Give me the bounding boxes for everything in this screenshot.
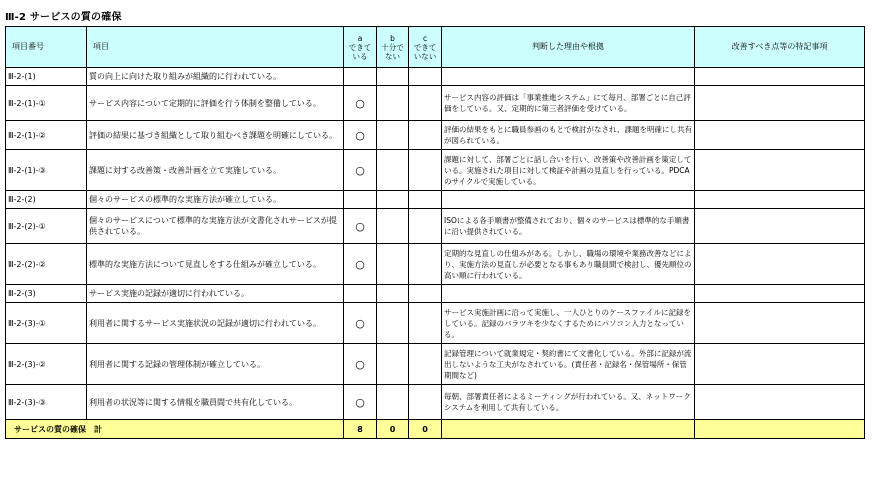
table-row: [6, 244, 865, 285]
item-code: Ⅲ-2-(1)-②: [6, 121, 87, 150]
item-text: サービス内容について定期的に評価を行う体制を整備している。: [87, 86, 344, 121]
table-row: [6, 86, 865, 121]
item-text: 評価の結果に基づき組織として取り組むべき課題を明確にしている。: [87, 121, 344, 150]
mark-b: [377, 68, 409, 86]
mark-a: ○: [344, 303, 377, 344]
total-b: 0: [377, 420, 409, 439]
mark-b: [377, 285, 409, 303]
mark-c: [409, 191, 442, 209]
mark-c: [409, 385, 442, 420]
notes-cell: [695, 68, 865, 86]
mark-b: [377, 150, 409, 191]
total-c: 0: [409, 420, 442, 439]
item-code: Ⅲ-2-(3): [6, 285, 87, 303]
notes-cell: [695, 121, 865, 150]
item-code: Ⅲ-2-(1)-③: [6, 150, 87, 191]
item-text: 質の向上に向けた取り組みが組織的に行われている。: [87, 68, 344, 86]
item-code: Ⅲ-2-(3)-①: [6, 303, 87, 344]
item-text: 利用者の状況等に関する情報を職員間で共有化している。: [87, 385, 344, 420]
header-notes: 改善すべき点等の特記事項: [695, 27, 865, 68]
reason-text: 課題に対して、部署ごとに話し合いを行い、改善策や改善計画を策定している。実施された項目に対して検証や計画の見直しを行っている。PDCAのサイクルで実施している。: [442, 150, 695, 191]
item-text: 利用者に関するサービス実施状況の記録が適切に行われている。: [87, 303, 344, 344]
reason-text: [442, 68, 695, 86]
header-code: 項目番号: [6, 27, 87, 68]
header-b-letter: b: [390, 33, 395, 43]
reason-text: [442, 285, 695, 303]
table-body: [6, 68, 865, 420]
notes-cell: [695, 385, 865, 420]
header-b: [377, 27, 409, 68]
item-code: Ⅲ-2-(2)-①: [6, 209, 87, 244]
item-code: Ⅲ-2-(1)-①: [6, 86, 87, 121]
mark-b: [377, 303, 409, 344]
mark-a: ○: [344, 150, 377, 191]
mark-a: ○: [344, 344, 377, 385]
item-text: 課題に対する改善策・改善計画を立て実施している。: [87, 150, 344, 191]
mark-c: [409, 68, 442, 86]
header-a-text: できて いる: [348, 42, 372, 61]
item-code: Ⅲ-2-(1): [6, 68, 87, 86]
mark-c: [409, 150, 442, 191]
mark-b: [377, 191, 409, 209]
header-row: [6, 27, 865, 68]
section-row: [6, 68, 865, 86]
item-text: 利用者に関する記録の管理体制が確立している。: [87, 344, 344, 385]
mark-a: ○: [344, 244, 377, 285]
mark-c: [409, 244, 442, 285]
section-row: [6, 191, 865, 209]
total-row: [6, 420, 865, 439]
header-b-text: 十分で ない: [381, 42, 404, 61]
reason-text: サービス実施計画に沿って実施し、一人ひとりのケースファイルに記録をしている。記録のバラツキを少なくするためにパソコン入力となっている。: [442, 303, 695, 344]
mark-a: ○: [344, 86, 377, 121]
notes-cell: [695, 86, 865, 121]
notes-cell: [695, 244, 865, 285]
header-a-letter: a: [357, 33, 363, 43]
mark-b: [377, 209, 409, 244]
table-row: [6, 385, 865, 420]
mark-c: [409, 344, 442, 385]
notes-cell: [695, 209, 865, 244]
item-code: Ⅲ-2-(2): [6, 191, 87, 209]
total-a: 8: [344, 420, 377, 439]
mark-c: [409, 86, 442, 121]
mark-c: [409, 303, 442, 344]
item-code: Ⅲ-2-(3)-②: [6, 344, 87, 385]
page-title: Ⅲ-2 サービスの質の確保: [5, 12, 122, 23]
reason-text: サービス内容の評価は「事業推進システム」にて毎月、部署ごとに自己評価をしている。又、定期的に第三者評価を受けている。: [442, 86, 695, 121]
header-a: [344, 27, 377, 68]
total-notes-empty: [695, 420, 865, 439]
reason-text: ISOによる各手順書が整備されており、個々のサービスは標準的な手順書に沿い提供されている。: [442, 209, 695, 244]
mark-b: [377, 86, 409, 121]
header-c-text: できて いない: [413, 42, 437, 61]
mark-a: ○: [344, 209, 377, 244]
header-item: 項目: [87, 27, 344, 68]
mark-b: [377, 121, 409, 150]
item-text: 個々のサービスについて標準的な実施方法が文書化されサービスが提供されている。: [87, 209, 344, 244]
item-code: Ⅲ-2-(3)-③: [6, 385, 87, 420]
mark-a: ○: [344, 385, 377, 420]
mark-a: [344, 68, 377, 86]
mark-b: [377, 344, 409, 385]
table-row: [6, 303, 865, 344]
item-text: 個々のサービスの標準的な実施方法が確立している。: [87, 191, 344, 209]
total-label: サービスの質の確保 計: [6, 420, 344, 439]
mark-b: [377, 385, 409, 420]
notes-cell: [695, 344, 865, 385]
mark-a: ○: [344, 121, 377, 150]
total-reason-empty: [442, 420, 695, 439]
reason-text: [442, 191, 695, 209]
table-row: [6, 121, 865, 150]
item-text: サービス実施の記録が適切に行われている。: [87, 285, 344, 303]
mark-c: [409, 285, 442, 303]
notes-cell: [695, 191, 865, 209]
evaluation-table: [5, 26, 865, 439]
item-text: 標準的な実施方法について見直しをする仕組みが確立している。: [87, 244, 344, 285]
notes-cell: [695, 150, 865, 191]
header-c: [409, 27, 442, 68]
item-code: Ⅲ-2-(2)-②: [6, 244, 87, 285]
notes-cell: [695, 285, 865, 303]
mark-c: [409, 209, 442, 244]
table-row: [6, 150, 865, 191]
header-c-letter: c: [422, 33, 428, 43]
table-row: [6, 344, 865, 385]
mark-c: [409, 121, 442, 150]
reason-text: 毎朝、部署責任者によるミーティングが行われている。又、ネットワークシステムを利用して共有している。: [442, 385, 695, 420]
reason-text: 定期的な見直しの仕組みがある。しかし、職場の環境や業務改善などにより、実施方法の見直しが必要となる事もあり職員間で検討し、優先順位の高い順に行われている。: [442, 244, 695, 285]
reason-text: 記録管理について就業規定・契約書にて文書化している。外部に記録が流出しないような工夫がなされている。(責任者・記録名・保管場所・保管期間など): [442, 344, 695, 385]
notes-cell: [695, 303, 865, 344]
reason-text: 評価の結果をもとに職員参画のもとで検討がなされ、課題を明確にし共有が図られている。: [442, 121, 695, 150]
header-reason: 判断した理由や根拠: [442, 27, 695, 68]
section-row: [6, 285, 865, 303]
mark-b: [377, 244, 409, 285]
mark-a: [344, 191, 377, 209]
mark-a: [344, 285, 377, 303]
table-row: [6, 209, 865, 244]
